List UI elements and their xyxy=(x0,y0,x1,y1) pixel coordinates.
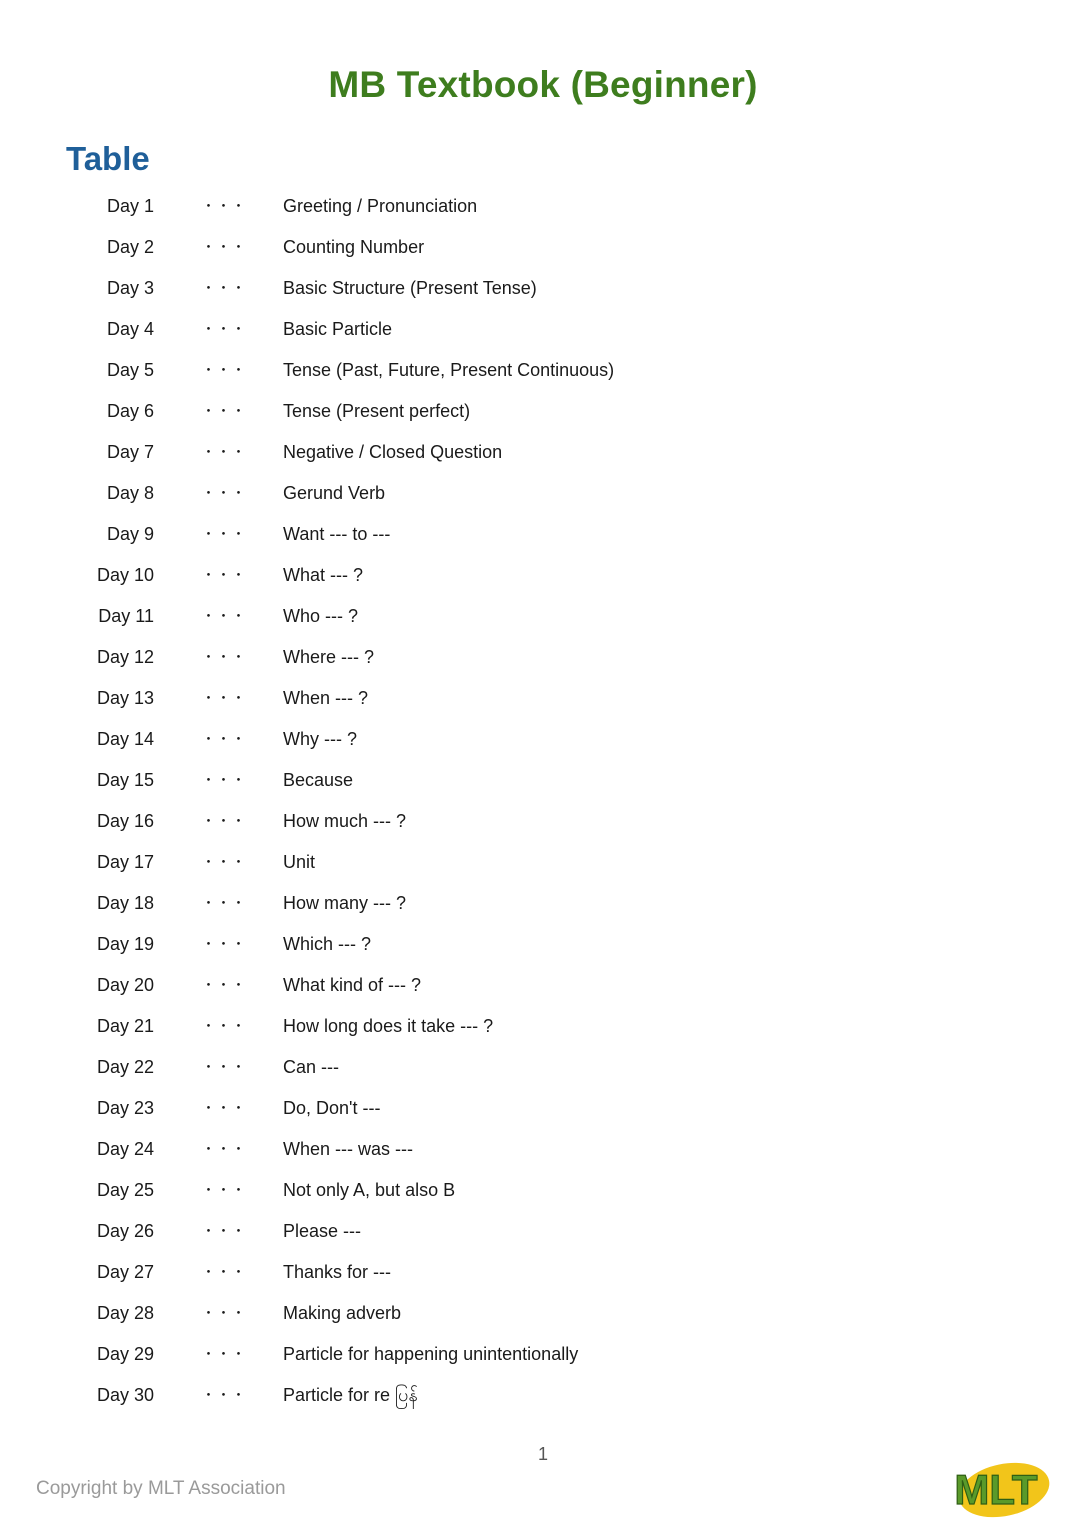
toc-row xyxy=(0,965,1086,1006)
toc-topic-label: What kind of --- ? xyxy=(283,975,422,995)
toc-row xyxy=(0,268,1086,309)
toc-row xyxy=(0,432,1086,473)
toc-day-label: Day 4 xyxy=(106,319,154,339)
toc-topic-label: Please --- xyxy=(283,1221,362,1241)
toc-separator-dots: ・・・ xyxy=(201,649,247,666)
toc-row xyxy=(0,760,1086,801)
toc-row xyxy=(0,473,1086,514)
toc-separator-dots: ・・・ xyxy=(201,1387,247,1404)
toc-day-label: Day 9 xyxy=(106,524,154,544)
toc-row xyxy=(0,1252,1086,1293)
toc-day-label: Day 30 xyxy=(96,1385,154,1405)
toc-topic-label: Basic Particle xyxy=(283,319,393,339)
toc-separator-dots: ・・・ xyxy=(201,772,247,789)
logo-text: MLT xyxy=(954,1466,1038,1513)
toc-separator-dots: ・・・ xyxy=(201,198,247,215)
toc-topic-label: Counting Number xyxy=(283,237,425,257)
toc-row xyxy=(0,350,1086,391)
toc-row xyxy=(0,1211,1086,1252)
toc-separator-dots: ・・・ xyxy=(201,977,247,994)
table-of-contents xyxy=(0,186,1086,1416)
toc-separator-dots: ・・・ xyxy=(201,1100,247,1117)
toc-row xyxy=(0,719,1086,760)
toc-topic-label: Thanks for --- xyxy=(283,1262,392,1282)
page-number: 1 xyxy=(537,1444,548,1464)
toc-separator-dots: ・・・ xyxy=(201,526,247,543)
toc-topic-label: When --- ? xyxy=(283,688,369,708)
toc-row xyxy=(0,924,1086,965)
toc-separator-dots: ・・・ xyxy=(201,1141,247,1158)
toc-topic-label: Basic Structure (Present Tense) xyxy=(283,278,537,298)
toc-separator-dots: ・・・ xyxy=(201,1018,247,1035)
toc-row xyxy=(0,1170,1086,1211)
toc-topic-label: What --- ? xyxy=(283,565,364,585)
toc-day-label: Day 24 xyxy=(96,1139,154,1159)
toc-separator-dots: ・・・ xyxy=(201,690,247,707)
toc-day-label: Day 14 xyxy=(96,729,154,749)
toc-day-label: Day 18 xyxy=(96,893,154,913)
toc-day-label: Day 2 xyxy=(106,237,154,257)
toc-day-label: Day 28 xyxy=(96,1303,154,1323)
toc-day-label: Day 25 xyxy=(96,1180,154,1200)
toc-separator-dots: ・・・ xyxy=(201,813,247,830)
toc-separator-dots: ・・・ xyxy=(201,1305,247,1322)
toc-separator-dots: ・・・ xyxy=(201,1264,247,1281)
toc-separator-dots: ・・・ xyxy=(201,895,247,912)
toc-row xyxy=(0,1375,1086,1416)
toc-day-label: Day 16 xyxy=(96,811,154,831)
toc-separator-dots: ・・・ xyxy=(201,731,247,748)
toc-topic-label: Tense (Present perfect) xyxy=(283,401,471,421)
toc-separator-dots: ・・・ xyxy=(201,239,247,256)
toc-row xyxy=(0,637,1086,678)
toc-row xyxy=(0,1129,1086,1170)
toc-topic-label: How much --- ? xyxy=(283,811,407,831)
toc-topic-label: Not only A, but also B xyxy=(283,1180,456,1200)
toc-day-label: Day 10 xyxy=(96,565,154,585)
toc-row xyxy=(0,842,1086,883)
toc-day-label: Day 20 xyxy=(96,975,154,995)
toc-day-label: Day 15 xyxy=(96,770,154,790)
document-title: MB Textbook (Beginner) xyxy=(328,64,758,105)
toc-row xyxy=(0,596,1086,637)
toc-separator-dots: ・・・ xyxy=(201,1182,247,1199)
toc-day-label: Day 12 xyxy=(96,647,154,667)
toc-topic-label: Unit xyxy=(283,852,316,872)
section-heading: Table xyxy=(66,140,150,177)
toc-row xyxy=(0,678,1086,719)
toc-row xyxy=(0,227,1086,268)
toc-day-label: Day 17 xyxy=(96,852,154,872)
toc-separator-dots: ・・・ xyxy=(201,280,247,297)
toc-separator-dots: ・・・ xyxy=(201,936,247,953)
toc-day-label: Day 7 xyxy=(106,442,154,462)
toc-day-label: Day 26 xyxy=(96,1221,154,1241)
toc-topic-label: Do, Don't --- xyxy=(283,1098,381,1118)
toc-separator-dots: ・・・ xyxy=(201,321,247,338)
toc-day-label: Day 5 xyxy=(106,360,154,380)
toc-separator-dots: ・・・ xyxy=(201,608,247,625)
toc-day-label: Day 6 xyxy=(106,401,154,421)
toc-separator-dots: ・・・ xyxy=(201,1346,247,1363)
toc-row xyxy=(0,309,1086,350)
toc-row xyxy=(0,1047,1086,1088)
toc-topic-label: Making adverb xyxy=(283,1303,402,1323)
toc-row xyxy=(0,555,1086,596)
toc-topic-label: Particle for happening unintentionally xyxy=(283,1344,579,1364)
toc-row xyxy=(0,391,1086,432)
toc-separator-dots: ・・・ xyxy=(201,567,247,584)
toc-row xyxy=(0,514,1086,555)
toc-topic-label: Gerund Verb xyxy=(283,483,386,503)
toc-day-label: Day 19 xyxy=(96,934,154,954)
toc-topic-label: When --- was --- xyxy=(283,1139,413,1159)
toc-topic-label: How long does it take --- ? xyxy=(283,1016,494,1036)
toc-topic-label: Who --- ? xyxy=(283,606,359,626)
toc-row xyxy=(0,801,1086,842)
toc-day-label: Day 27 xyxy=(96,1262,154,1282)
toc-topic-label: Want --- to --- xyxy=(283,524,391,544)
toc-topic-label: Can --- xyxy=(283,1057,340,1077)
toc-topic-label: Negative / Closed Question xyxy=(283,442,503,462)
toc-separator-dots: ・・・ xyxy=(201,1223,247,1240)
toc-topic-label: Why --- ? xyxy=(283,729,357,749)
toc-separator-dots: ・・・ xyxy=(201,854,247,871)
toc-row xyxy=(0,1006,1086,1047)
toc-day-label: Day 21 xyxy=(96,1016,154,1036)
toc-day-label: Day 1 xyxy=(106,196,154,216)
copyright-notice: Copyright by MLT Association xyxy=(36,1478,286,1499)
toc-day-label: Day 29 xyxy=(96,1344,154,1364)
toc-separator-dots: ・・・ xyxy=(201,403,247,420)
toc-topic-label: Greeting / Pronunciation xyxy=(283,196,478,216)
toc-topic-label: Where --- ? xyxy=(283,647,375,667)
toc-day-label: Day 13 xyxy=(96,688,154,708)
toc-day-label: Day 8 xyxy=(106,483,154,503)
toc-topic-label: Because xyxy=(283,770,354,790)
toc-separator-dots: ・・・ xyxy=(201,1059,247,1076)
toc-row xyxy=(0,186,1086,227)
toc-row xyxy=(0,1088,1086,1129)
toc-row xyxy=(0,883,1086,924)
mlt-logo xyxy=(944,1458,1054,1524)
toc-topic-label: How many --- ? xyxy=(283,893,407,913)
toc-topic-label: Particle for re ပြန် xyxy=(283,1385,418,1405)
toc-topic-label: Which --- ? xyxy=(283,934,372,954)
toc-separator-dots: ・・・ xyxy=(201,444,247,461)
toc-row xyxy=(0,1334,1086,1375)
toc-day-label: Day 3 xyxy=(106,278,154,298)
toc-day-label: Day 11 xyxy=(98,606,154,626)
toc-day-label: Day 22 xyxy=(96,1057,154,1077)
toc-day-label: Day 23 xyxy=(96,1098,154,1118)
toc-separator-dots: ・・・ xyxy=(201,485,247,502)
toc-topic-label: Tense (Past, Future, Present Continuous) xyxy=(283,360,615,380)
toc-row xyxy=(0,1293,1086,1334)
toc-separator-dots: ・・・ xyxy=(201,362,247,379)
